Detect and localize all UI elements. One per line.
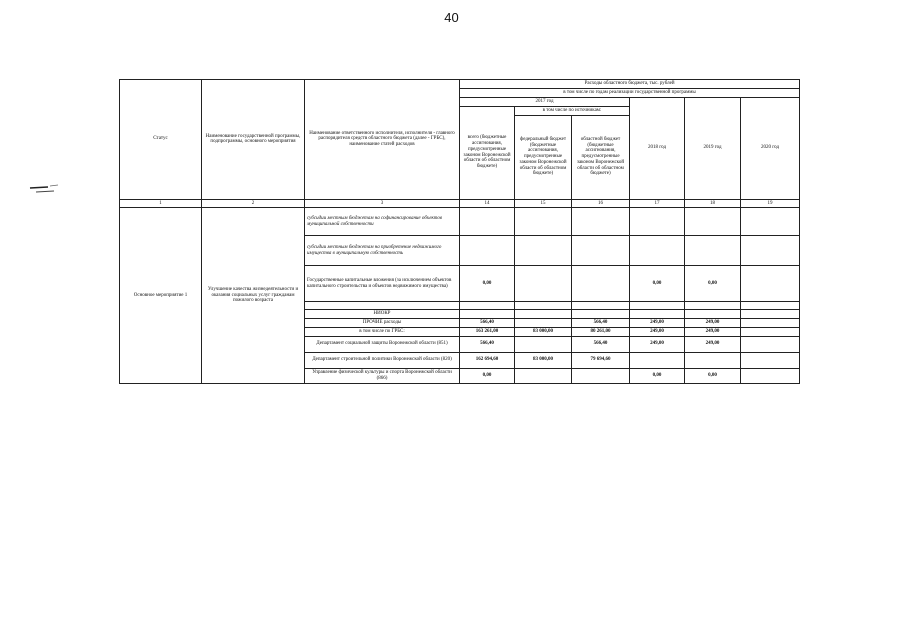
col-number: 2 xyxy=(202,199,305,208)
row-name: Государственные капитальные вложения (за исключением объектов капитального строительства и объектов недвижимого имущества) xyxy=(305,266,460,302)
row-2019: 0,00 xyxy=(685,368,741,383)
row-2020 xyxy=(741,327,800,336)
row-2019: 249,00 xyxy=(685,319,741,328)
row-total xyxy=(460,310,515,319)
row-federal xyxy=(515,266,572,302)
row-2018 xyxy=(630,208,685,236)
row-total: 566,40 xyxy=(460,319,515,328)
row-regional xyxy=(572,302,630,310)
col-number: 14 xyxy=(460,199,515,208)
row-total: 0,00 xyxy=(460,368,515,383)
row-2018: 249,00 xyxy=(630,319,685,328)
row-regional: 79 694,60 xyxy=(572,352,630,368)
row-regional xyxy=(572,208,630,236)
header-year-2017: 2017 год xyxy=(460,98,630,107)
row-federal: 83 000,00 xyxy=(515,352,572,368)
row-regional xyxy=(572,236,630,266)
row-2018: 249,00 xyxy=(630,327,685,336)
row-federal: 83 000,00 xyxy=(515,327,572,336)
row-2018: 0,00 xyxy=(630,266,685,302)
row-2019 xyxy=(685,208,741,236)
row-2018 xyxy=(630,302,685,310)
col-number: 15 xyxy=(515,199,572,208)
scan-artifact-mark xyxy=(28,183,62,197)
row-regional: 566,40 xyxy=(572,319,630,328)
header-executor: Наименование ответственного исполнителя, исполнителя - главного распорядителя средств областного бюджета (далее - ГРБС), наименование статей расходов xyxy=(305,80,460,200)
header-total: всего (бюджетные ассигнования, предусмотренные законом Воронежской области об областном бюджете) xyxy=(460,106,515,199)
row-name: ПРОЧИЕ расходы xyxy=(305,319,460,328)
row-federal xyxy=(515,310,572,319)
row-2020 xyxy=(741,208,800,236)
row-2018 xyxy=(630,310,685,319)
col-number: 18 xyxy=(685,199,741,208)
row-2018: 0,00 xyxy=(630,368,685,383)
row-2019: 249,00 xyxy=(685,336,741,352)
col-number: 1 xyxy=(120,199,202,208)
row-name: Департамент строительной политики Воронежской области (820) xyxy=(305,352,460,368)
row-2019 xyxy=(685,310,741,319)
row-name: в том числе по ГРБС: xyxy=(305,327,460,336)
row-2020 xyxy=(741,336,800,352)
column-numbers-row xyxy=(120,199,800,208)
row-regional xyxy=(572,368,630,383)
row-federal xyxy=(515,302,572,310)
row-regional xyxy=(572,266,630,302)
row-2020 xyxy=(741,352,800,368)
row-name: НИОКР xyxy=(305,310,460,319)
row-total: 163 261,00 xyxy=(460,327,515,336)
row-regional: 80 261,00 xyxy=(572,327,630,336)
row-regional xyxy=(572,310,630,319)
row-2019: 249,00 xyxy=(685,327,741,336)
row-2020 xyxy=(741,266,800,302)
header-expenses: Расходы областного бюджета, тыс. рублей xyxy=(460,80,800,89)
header-program: Наименование государственной программы, подпрограммы, основного мероприятия xyxy=(202,80,305,200)
col-number: 19 xyxy=(741,199,800,208)
row-total: 566,40 xyxy=(460,336,515,352)
header-2020: 2020 год xyxy=(741,98,800,200)
row-total: 0,00 xyxy=(460,266,515,302)
row-name xyxy=(305,302,460,310)
header-2019: 2019 год xyxy=(685,98,741,200)
budget-table xyxy=(119,79,800,384)
row-federal xyxy=(515,319,572,328)
row-2020 xyxy=(741,310,800,319)
col-number: 3 xyxy=(305,199,460,208)
row-regional: 566,40 xyxy=(572,336,630,352)
table-row xyxy=(120,208,800,236)
row-2018 xyxy=(630,352,685,368)
row-2020 xyxy=(741,368,800,383)
header-federal: федеральный бюджет (бюджетные ассигнования, предусмотренные законом Воронежской области об областном бюджете) xyxy=(515,115,572,199)
row-total xyxy=(460,208,515,236)
row-2019 xyxy=(685,236,741,266)
col-number: 16 xyxy=(572,199,630,208)
header-by-years: в том числе по годам реализации государственной программы xyxy=(460,89,800,98)
row-total xyxy=(460,302,515,310)
row-name: Департамент социальной защиты Воронежской области (851) xyxy=(305,336,460,352)
row-2018: 249,00 xyxy=(630,336,685,352)
row-federal xyxy=(515,336,572,352)
row-name: субсидии местным бюджетам на приобретение недвижимого имущества в муниципальную собственность xyxy=(305,236,460,266)
row-federal xyxy=(515,368,572,383)
row-federal xyxy=(515,208,572,236)
row-2020 xyxy=(741,319,800,328)
row-name: Управление физической культуры и спорта Воронежской области (866) xyxy=(305,368,460,383)
header-2018: 2018 год xyxy=(630,98,685,200)
header-regional: областной бюджет (бюджетные ассигнования, предусмотренные законом Воронежской области об областном бюджете) xyxy=(572,115,630,199)
row-2020 xyxy=(741,236,800,266)
row-2019: 0,00 xyxy=(685,266,741,302)
page-number: 40 xyxy=(444,10,459,25)
header-by-sources: в том числе по источникам: xyxy=(515,106,630,115)
row-name: субсидии местным бюджетам на софинансирование объектов муниципальной собственности xyxy=(305,208,460,236)
row-total: 162 694,60 xyxy=(460,352,515,368)
program-cell: Улучшение качества жизнедеятельности и оказания социальных услуг гражданам пожилого возраста xyxy=(202,208,305,383)
row-federal xyxy=(515,236,572,266)
row-2018 xyxy=(630,236,685,266)
header-status: Статус xyxy=(120,80,202,200)
row-total xyxy=(460,236,515,266)
status-cell: Основное мероприятие 1 xyxy=(120,208,202,383)
row-2019 xyxy=(685,302,741,310)
row-2019 xyxy=(685,352,741,368)
col-number: 17 xyxy=(630,199,685,208)
row-2020 xyxy=(741,302,800,310)
